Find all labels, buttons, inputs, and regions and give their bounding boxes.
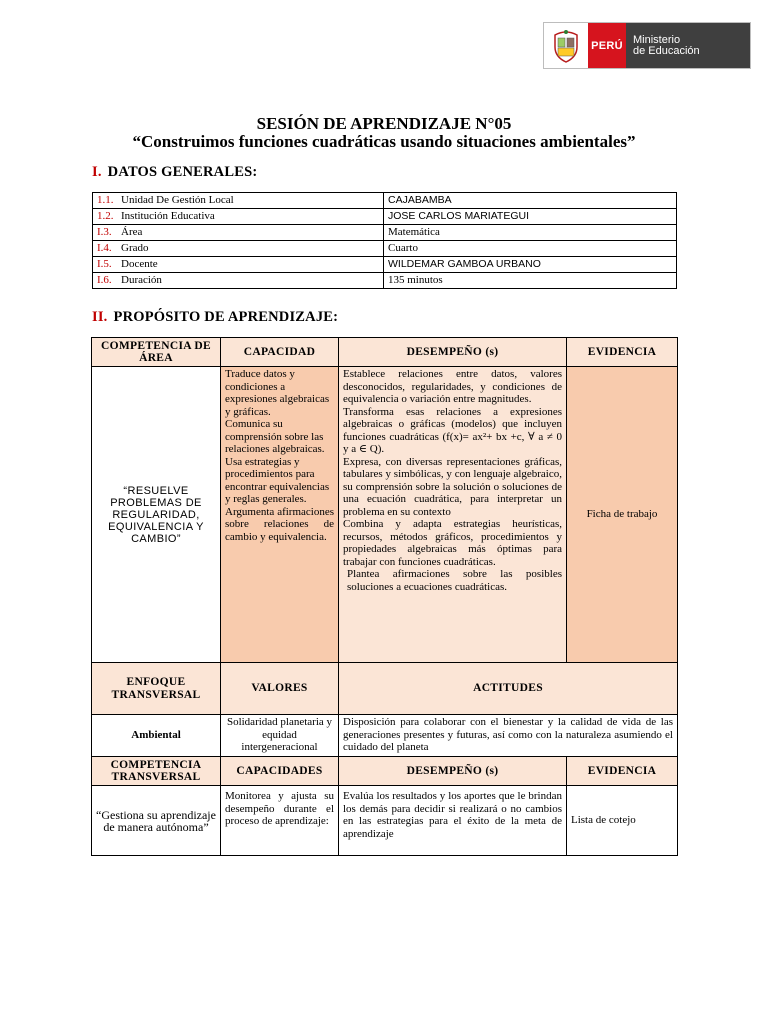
datos-number: 1.2. (97, 210, 114, 222)
datos-value: Matemática (384, 225, 677, 241)
datos-key-cell (93, 273, 384, 289)
actitudes-cell: Disposición para colaborar con el bienestar y la calidad de vida de las generaciones presentes y futuras, así como con la naturaleza asumiendo el cuidado del planeta (339, 715, 678, 757)
capacidad-item: Argumenta afirmaciones sobre relaciones de cambio y equivalencia. (225, 505, 334, 543)
datos-key-cell (93, 193, 384, 209)
table-row (93, 209, 677, 225)
enfoque-header-row (92, 663, 678, 715)
section-label: PROPÓSITO DE APRENDIZAJE: (113, 309, 339, 325)
coat-of-arms-icon (544, 23, 588, 68)
datos-number: I.6. (97, 274, 112, 286)
section-label: DATOS GENERALES: (107, 164, 258, 180)
section-datos-generales (92, 164, 257, 181)
capacidad-item: Usa estrategias y procedimientos para encontrar equivalencias y reglas generales. (225, 455, 330, 505)
datos-number: I.4. (97, 242, 112, 254)
header-actitudes: ACTITUDES (339, 663, 678, 715)
header-capacidades: CAPACIDADES (221, 757, 339, 786)
desempeno-item: Transforma esas relaciones a expresiones algebraicas o gráficas (modelos) que incluyen funciones cuadráticas (f(x)= ax²+ bx +c, ∀ a ≠ 0 y a ∈ Q). (343, 405, 562, 455)
desempeno-item: Expresa, con diversas representaciones gráficas, tabulares y simbólicas, y con lenguaje algebraico, su comprensión sobre la solución o soluciones de una ecuación cuadrática, para interpretar un problema en su contexto (343, 455, 562, 518)
proposito-table (91, 337, 678, 856)
header-desempeno-transversal: DESEMPEÑO (s) (339, 757, 567, 786)
datos-value: 135 minutos (384, 273, 677, 289)
ministry-line2: de Educación (633, 44, 700, 57)
evidencia-cell: Ficha de trabajo (567, 367, 678, 663)
capacidad-item: Traduce datos y condiciones a expresiones algebraicas y gráficas. (225, 368, 330, 418)
competencia-row (92, 367, 678, 663)
desempeno-item: Establece relaciones entre datos, valores desconocidos, regularidades, y condiciones de equivalencia o variación entre magnitudes. (343, 368, 562, 405)
datos-key-cell (93, 241, 384, 257)
table-row (93, 225, 677, 241)
desempeno-cell (339, 367, 567, 663)
datos-key: Área (121, 226, 143, 238)
table-row (93, 273, 677, 289)
table-row (93, 241, 677, 257)
section-number: II. (92, 309, 108, 325)
datos-key-cell (93, 209, 384, 225)
t-desempeno-cell: Evalúa los resultados y los aportes que le brindan los demás para decidir si realizará o no cambios en las estrategias para el éxito de la meta de aprendizaje (339, 786, 567, 856)
section-number: I. (92, 164, 102, 180)
datos-value: JOSE CARLOS MARIATEGUI (384, 209, 677, 225)
datos-number: I.3. (97, 226, 112, 238)
desempeno-item: Plantea afirmaciones sobre las posibles soluciones a ecuaciones cuadráticas. (347, 568, 562, 593)
valores-cell: Solidaridad planetaria y equidad intergeneracional (221, 715, 339, 757)
header-enfoque: ENFOQUE TRANSVERSAL (92, 663, 221, 715)
datos-key: Institución Educativa (121, 210, 215, 222)
header-competencia-transversal: COMPETENCIA TRANSVERSAL (92, 757, 221, 786)
enfoque-cell: Ambiental (92, 715, 221, 757)
datos-number: 1.1. (97, 194, 114, 206)
competencia-transversal: “Gestiona su aprendizaje de manera autónoma” (92, 786, 221, 856)
table-header-row (92, 338, 678, 367)
datos-value: WILDEMAR GAMBOA URBANO (384, 257, 677, 273)
peru-label: PERÚ (588, 23, 626, 68)
ministry-line1: Ministerio (633, 33, 681, 46)
header-competencia: COMPETENCIA DE ÁREA (92, 338, 221, 367)
datos-key-cell (93, 225, 384, 241)
datos-number: I.5. (97, 258, 112, 270)
session-subtitle: “Construimos funciones cuadráticas usando situaciones ambientales” (132, 132, 636, 151)
enfoque-row (92, 715, 678, 757)
header-evidencia-transversal: EVIDENCIA (567, 757, 678, 786)
transversal-header-row (92, 757, 678, 786)
table-row (93, 193, 677, 209)
datos-key: Docente (121, 258, 158, 270)
section-proposito (92, 309, 338, 326)
table-row (93, 257, 677, 273)
capacidad-item: Comunica su comprensión sobre las relaciones algebraicas. (225, 418, 325, 455)
session-title: SESIÓN DE APRENDIZAJE N°05 (256, 114, 512, 133)
capacidad-cell (221, 367, 339, 663)
t-evidencia-cell: Lista de cotejo (567, 786, 678, 856)
header-valores: VALORES (221, 663, 339, 715)
datos-value: Cuarto (384, 241, 677, 257)
datos-key-cell (93, 257, 384, 273)
header-evidencia: EVIDENCIA (567, 338, 678, 367)
competencia-area: “RESUELVE PROBLEMAS DE REGULARIDAD, EQUIVALENCIA Y CAMBIO” (92, 367, 221, 663)
t-capacidades-cell: Monitorea y ajusta su desempeño durante el proceso de aprendizaje: (221, 786, 339, 856)
datos-key: Unidad De Gestión Local (121, 194, 234, 206)
transversal-row (92, 786, 678, 856)
ministry-name (626, 23, 750, 68)
datos-key: Duración (121, 274, 162, 286)
datos-value: CAJABAMBA (384, 193, 677, 209)
header-desempeno: DESEMPEÑO (s) (339, 338, 567, 367)
header-capacidad: CAPACIDAD (221, 338, 339, 367)
desempeno-item: Combina y adapta estrategias heurísticas, recursos, métodos gráficos, procedimientos y propiedades algebraicas más óptimas para trabajar con funciones cuadráticas. (343, 518, 562, 568)
ministry-logo (543, 22, 751, 69)
datos-key: Grado (121, 242, 149, 254)
datos-generales-table (92, 192, 677, 289)
